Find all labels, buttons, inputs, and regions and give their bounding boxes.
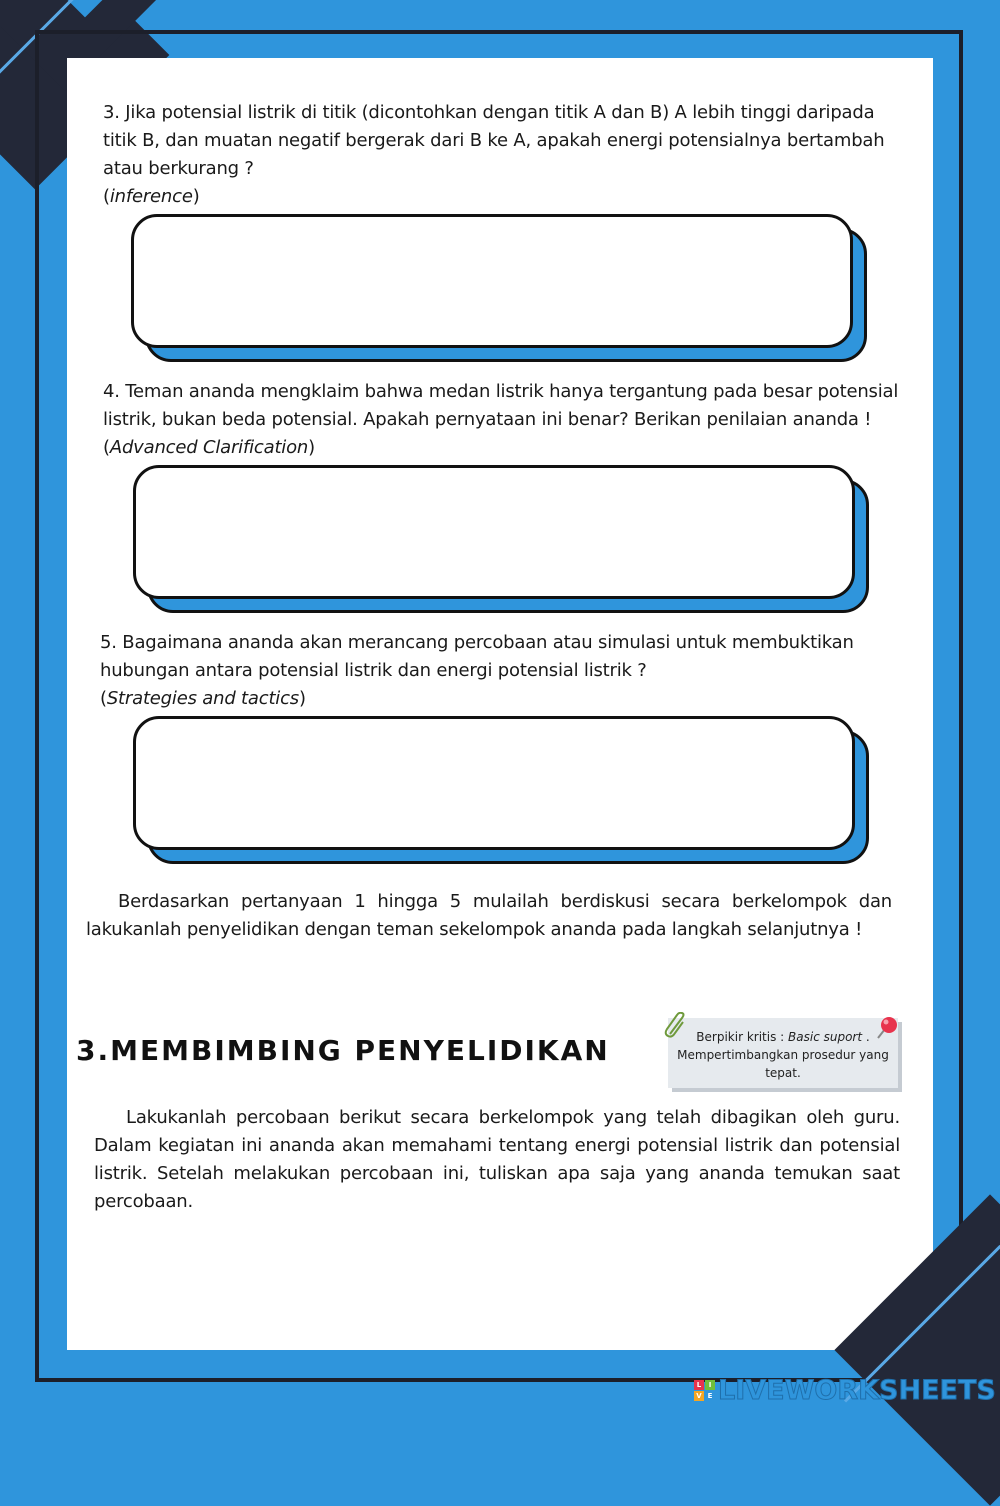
question-3-tag-close: ) <box>192 186 200 207</box>
liveworksheets-logo <box>694 1374 996 1406</box>
push-pin-icon <box>872 1014 900 1044</box>
answer-input-5[interactable] <box>133 716 855 850</box>
question-5 <box>100 629 900 713</box>
question-3-tag: inference <box>109 186 193 207</box>
question-4-tag-close: ) <box>308 437 315 458</box>
answer-input-4[interactable] <box>133 465 855 599</box>
liveworksheets-badge <box>694 1380 715 1401</box>
question-3 <box>103 99 903 211</box>
badge-letter: L <box>694 1380 704 1390</box>
question-5-tag-close: ) <box>298 688 306 709</box>
question-4-tag-open: ( <box>103 437 110 458</box>
note-suffix: . Mempertimbangkan prosedur yang tepat. <box>677 1030 889 1080</box>
answer-box-5[interactable] <box>133 716 873 866</box>
question-4-text: 4. Teman ananda mengklaim bahwa medan listrik hanya tergantung pada besar potensial listrik, bukan beda potensial. Apakah pernyataan ini benar? Berikan penilaian ananda ! <box>103 381 899 430</box>
question-3-tag-open: ( <box>103 186 110 207</box>
sticky-note <box>668 1018 898 1088</box>
answer-input-3[interactable] <box>131 214 853 348</box>
section-title: 3.MEMBIMBING PENYELIDIKAN <box>76 1034 610 1067</box>
question-4 <box>103 378 913 462</box>
discussion-paragraph: Berdasarkan pertanyaan 1 hingga 5 mulailah berdiskusi secara berkelompok dan lakukanlah penyelidikan dengan teman sekelompok ananda pada langkah selanjutnya ! <box>86 891 892 940</box>
note-prefix: Berpikir kritis : <box>696 1030 789 1044</box>
question-4-tag: Advanced Clarification <box>109 437 309 458</box>
badge-letter: E <box>705 1391 715 1401</box>
answer-box-4[interactable] <box>133 465 873 615</box>
paperclip-icon <box>664 1012 688 1040</box>
instruction-paragraph: Lakukanlah percobaan berikut secara berkelompok yang telah dibagikan oleh guru. Dalam kegiatan ini ananda akan memahami tentang energi potensial listrik dan potensial listrik. Setelah melakukan percobaan ini, tuliskan apa saja yang ananda temukan saat percobaan. <box>94 1107 900 1212</box>
question-5-tag-open: ( <box>100 688 107 709</box>
badge-letter: V <box>694 1391 704 1401</box>
question-5-tag: Strategies and tactics <box>106 688 299 709</box>
badge-letter: I <box>705 1380 715 1390</box>
question-3-text: 3. Jika potensial listrik di titik (dicontohkan dengan titik A dan B) A lebih tinggi daripada titik B, dan muatan negatif bergerak dari B ke A, apakah energi potensialnya bertambah atau berkurang ? <box>103 102 885 179</box>
answer-box-3[interactable] <box>131 214 871 364</box>
question-5-text: 5. Bagaimana ananda akan merancang percobaan atau simulasi untuk membuktikan hubungan antara potensial listrik dan energi potensial listrik ? <box>100 632 854 681</box>
liveworksheets-text: LIVEWORKSHEETS <box>718 1374 996 1406</box>
note-emphasis: Basic suport <box>788 1030 863 1044</box>
